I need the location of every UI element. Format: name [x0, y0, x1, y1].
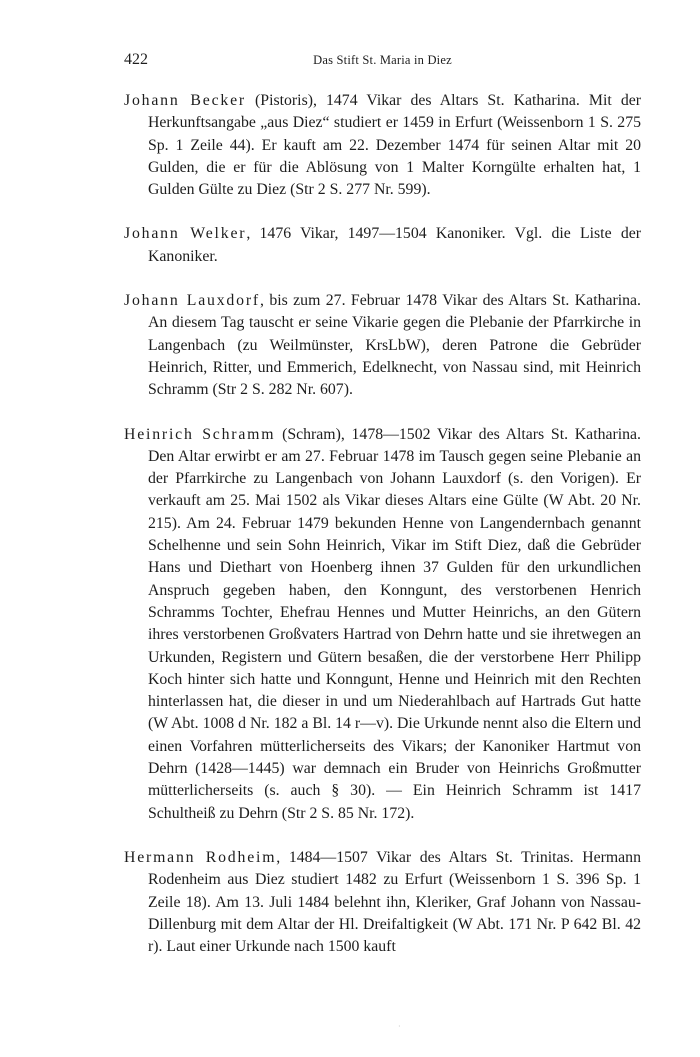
list-item — [124, 223, 641, 268]
list-item — [124, 290, 641, 401]
list-item — [124, 424, 641, 825]
entry-text: , bis zum 27. Februar 1478 Vikar des Altars St. Katharina. An diesem Tag tauscht er seine Vikarie gegen die Plebanie der Pfarrkirche in Langenbach (zu Weilmünster, KrsLbW), deren Patrone die Gebrüder Heinrich, Ritter, und Emmerich, Edelknecht, von Nassau sind, mit Heinrich Schramm (Str 2 S. 282 Nr. 607). — [148, 292, 641, 399]
running-title: Das Stift St. Maria in Diez — [313, 53, 452, 67]
page-number: 422 — [124, 51, 148, 68]
list-item — [124, 90, 641, 201]
entry-text: , 1476 Vikar, 1497—1504 Kanoniker. Vgl. die Liste der Kanoniker. — [148, 225, 641, 265]
entry-list — [124, 90, 641, 980]
scan-dot: · — [398, 1022, 401, 1031]
entry-text: (Pistoris), 1474 Vikar des Altars St. Katharina. Mit der Herkunftsangabe „aus Diez“ studiert er 1459 in Erfurt (Weissenborn 1 S. 275 Sp. 1 Zeile 44). Er kauft am 22. Dezember 1474 für seinen Altar mit 20 Gulden, die er für die Ablösung von 1 Malter Korngülte erhalten hat, 1 Gulden Gülte zu Diez (Str 2 S. 277 Nr. 599). — [148, 92, 641, 199]
entry-name: Hermann Rodheim — [124, 848, 277, 866]
entry-text: (Schram), 1478—1502 Vikar des Altars St. Katharina. Den Altar erwirbt er am 27. Februar 1478 im Tausch gegen seine Plebanie an der Pfarrkirche zu Langenbach von Johann Lauxdorf (s. den Vorigen). Er verkauft am 25. Mai 1502 als Vikar dieses Altars eine Gülte (W Abt. 20 Nr. 215). Am 24. Februar 1479 bekunden Henne von Langendernbach genannt Schelhenne und sein Sohn Heinrich, Vikar im Stift Diez, daß die Gebrüder Hans und Diethart von Hoenberg ihnen 37 Gulden für den urkundlichen Anspruch gegeben haben, den Konngunt, des verstorbenen Henrich Schramms Tochter, Ehefrau Hennes und Mutter Heinrichs, an den Gütern ihres verstorbenen Großvaters Hartrad von Dehrn hatte und sie ihretwegen an Urkunden, Registern und Gütern besaßen, die der verstorbene Herr Philipp Koch hinter sich hatte und Konngunt, Henne und Heinrich mit den Rechten hinterlassen hat, die dieser in und um Niederahlbach auf Hartrads Gut hatte (W Abt. 1008 d Nr. 182 a Bl. 14 r—v). Die Urkunde nennt also die Eltern und einen Vorfahren mütterlicherseits des Vikars; der Kanoniker Hartmut von Dehrn (1428—1445) war demnach ein Bruder von Heinrichs Großmutter mütterlicherseits (s. auch § 30). — Ein Heinrich Schramm ist 1417 Schultheiß zu Dehrn (Str 2 S. 85 Nr. 172). — [148, 425, 641, 822]
entry-text: , 1484—1507 Vikar des Altars St. Trinitas. Hermann Rodenheim aus Diez studiert 1482 zu Erfurt (Weissenborn 1 S. 396 Sp. 1 Zeile 18). Am 13. Juli 1484 belehnt ihn, Kleriker, Graf Johann von Nassau-Dillenburg mit dem Altar der Hl. Dreifaltigkeit (W Abt. 171 Nr. P 642 Bl. 42 r). Laut einer Urkunde nach 1500 kauft — [148, 848, 641, 956]
page-header — [124, 51, 641, 73]
entry-name: Johann Welker — [124, 225, 247, 243]
entry-name: Johann Lauxdorf — [124, 292, 260, 310]
list-item — [124, 847, 641, 958]
entry-name: Heinrich Schramm — [124, 425, 276, 443]
entry-name: Johann Becker — [124, 92, 246, 109]
